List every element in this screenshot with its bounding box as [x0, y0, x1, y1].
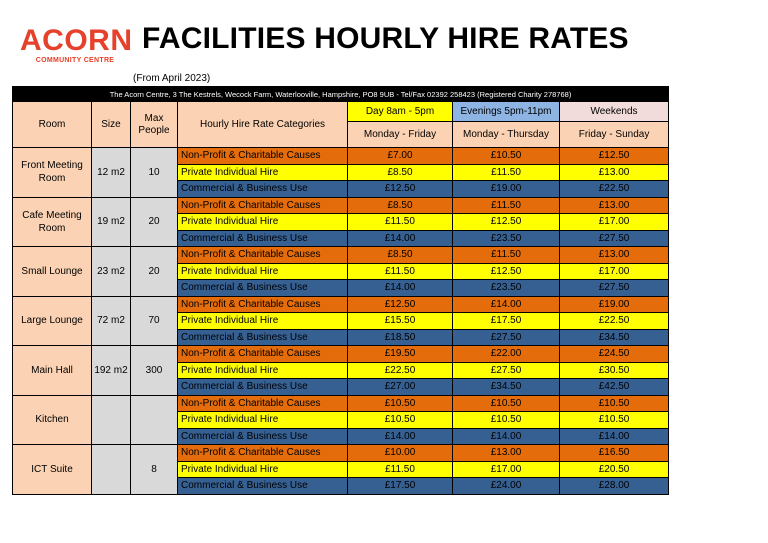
- room-name: Large Lounge: [13, 296, 92, 346]
- rate-category: Non-Profit & Charitable Causes: [178, 247, 348, 264]
- header-max-people: Max People: [131, 102, 178, 148]
- rate-weekends: £10.50: [560, 412, 669, 429]
- header-categories: Hourly Hire Rate Categories: [178, 102, 348, 148]
- hire-rates-table: [12, 86, 669, 495]
- rate-evenings: £14.00: [453, 428, 560, 445]
- room-max-people: [131, 395, 178, 445]
- rate-category: Commercial & Business Use: [178, 329, 348, 346]
- rate-evenings: £12.50: [453, 263, 560, 280]
- room-size: 19 m2: [92, 197, 131, 247]
- rate-day: £12.50: [348, 181, 453, 198]
- rate-weekends: £13.00: [560, 197, 669, 214]
- rate-category: Commercial & Business Use: [178, 428, 348, 445]
- rate-weekends: £17.00: [560, 263, 669, 280]
- rate-day: £11.50: [348, 461, 453, 478]
- rate-category: Private Individual Hire: [178, 313, 348, 330]
- rate-evenings: £22.00: [453, 346, 560, 363]
- room-size: [92, 445, 131, 495]
- rate-weekends: £22.50: [560, 313, 669, 330]
- rate-weekends: £34.50: [560, 329, 669, 346]
- header-evenings-sub: Monday - Thursday: [453, 122, 560, 148]
- header-day: Day 8am - 5pm: [348, 102, 453, 122]
- header-weekends: Weekends: [560, 102, 669, 122]
- rate-weekends: £28.00: [560, 478, 669, 495]
- header-day-sub: Monday - Friday: [348, 122, 453, 148]
- room-name: Cafe Meeting Room: [13, 197, 92, 247]
- rate-evenings: £34.50: [453, 379, 560, 396]
- rate-evenings: £11.50: [453, 197, 560, 214]
- rate-weekends: £27.50: [560, 230, 669, 247]
- room-name: Main Hall: [13, 346, 92, 396]
- rate-evenings: £10.50: [453, 148, 560, 165]
- acorn-logo: [20, 24, 133, 64]
- rate-day: £11.50: [348, 263, 453, 280]
- rate-evenings: £11.50: [453, 164, 560, 181]
- room-size: 12 m2: [92, 148, 131, 198]
- table-row: [13, 395, 669, 412]
- table-row: [13, 197, 669, 214]
- rate-evenings: £23.50: [453, 280, 560, 297]
- rate-evenings: £19.00: [453, 181, 560, 198]
- effective-date-note: (From April 2023): [133, 73, 211, 84]
- rate-day: £10.50: [348, 412, 453, 429]
- header-size: Size: [92, 102, 131, 148]
- room-size: 192 m2: [92, 346, 131, 396]
- rate-category: Private Individual Hire: [178, 214, 348, 231]
- page-title: FACILITIES HOURLY HIRE RATES: [142, 22, 629, 55]
- rate-day: £14.00: [348, 230, 453, 247]
- room-size: [92, 395, 131, 445]
- rate-day: £14.00: [348, 280, 453, 297]
- rate-category: Commercial & Business Use: [178, 280, 348, 297]
- rate-weekends: £24.50: [560, 346, 669, 363]
- rate-weekends: £30.50: [560, 362, 669, 379]
- rate-category: Non-Profit & Charitable Causes: [178, 445, 348, 462]
- rate-weekends: £14.00: [560, 428, 669, 445]
- rate-category: Commercial & Business Use: [178, 478, 348, 495]
- rate-evenings: £10.50: [453, 395, 560, 412]
- rate-weekends: £42.50: [560, 379, 669, 396]
- rate-day: £14.00: [348, 428, 453, 445]
- rate-weekends: £20.50: [560, 461, 669, 478]
- rate-day: £12.50: [348, 296, 453, 313]
- rate-evenings: £10.50: [453, 412, 560, 429]
- rate-weekends: £10.50: [560, 395, 669, 412]
- room-max-people: 300: [131, 346, 178, 396]
- rate-category: Private Individual Hire: [178, 461, 348, 478]
- rate-day: £10.50: [348, 395, 453, 412]
- rate-category: Non-Profit & Charitable Causes: [178, 296, 348, 313]
- room-max-people: 8: [131, 445, 178, 495]
- header-weekends-sub: Friday - Sunday: [560, 122, 669, 148]
- rate-day: £8.50: [348, 247, 453, 264]
- rate-day: £10.00: [348, 445, 453, 462]
- header-evenings: Evenings 5pm-11pm: [453, 102, 560, 122]
- rate-category: Commercial & Business Use: [178, 181, 348, 198]
- room-name: Kitchen: [13, 395, 92, 445]
- table-row: [13, 346, 669, 363]
- rate-weekends: £19.00: [560, 296, 669, 313]
- room-max-people: 70: [131, 296, 178, 346]
- rate-evenings: £14.00: [453, 296, 560, 313]
- table-row: [13, 247, 669, 264]
- rate-day: £19.50: [348, 346, 453, 363]
- rate-day: £7.00: [348, 148, 453, 165]
- rate-category: Private Individual Hire: [178, 263, 348, 280]
- rate-category: Non-Profit & Charitable Causes: [178, 346, 348, 363]
- rate-category: Private Individual Hire: [178, 164, 348, 181]
- rate-evenings: £11.50: [453, 247, 560, 264]
- logo-subtitle: COMMUNITY CENTRE: [35, 57, 115, 64]
- rate-weekends: £16.50: [560, 445, 669, 462]
- room-name: Front Meeting Room: [13, 148, 92, 198]
- room-name: Small Lounge: [13, 247, 92, 297]
- rate-evenings: £12.50: [453, 214, 560, 231]
- room-max-people: 10: [131, 148, 178, 198]
- rate-category: Non-Profit & Charitable Causes: [178, 395, 348, 412]
- rate-day: £22.50: [348, 362, 453, 379]
- rate-day: £27.00: [348, 379, 453, 396]
- rate-evenings: £13.00: [453, 445, 560, 462]
- rate-category: Non-Profit & Charitable Causes: [178, 148, 348, 165]
- rate-weekends: £12.50: [560, 148, 669, 165]
- rate-weekends: £27.50: [560, 280, 669, 297]
- rate-weekends: £13.00: [560, 164, 669, 181]
- table-row: [13, 296, 669, 313]
- rate-category: Commercial & Business Use: [178, 379, 348, 396]
- rate-category: Commercial & Business Use: [178, 230, 348, 247]
- table-row: [13, 148, 669, 165]
- rate-day: £15.50: [348, 313, 453, 330]
- rate-evenings: £17.00: [453, 461, 560, 478]
- rate-day: £11.50: [348, 214, 453, 231]
- rate-weekends: £22.50: [560, 181, 669, 198]
- address-bar: The Acorn Centre, 3 The Kestrels, Wecock Farm, Waterlooville, Hampshire, PO8 9UB - Tel/Fax 02392 258423 (Registered Charity 278768): [13, 87, 669, 102]
- rate-category: Private Individual Hire: [178, 362, 348, 379]
- logo-wordmark: ACORN: [20, 24, 133, 57]
- room-max-people: 20: [131, 197, 178, 247]
- rate-weekends: £17.00: [560, 214, 669, 231]
- header-room: Room: [13, 102, 92, 148]
- rate-day: £17.50: [348, 478, 453, 495]
- rate-evenings: £17.50: [453, 313, 560, 330]
- rate-day: £8.50: [348, 164, 453, 181]
- rate-evenings: £23.50: [453, 230, 560, 247]
- room-max-people: 20: [131, 247, 178, 297]
- room-size: 23 m2: [92, 247, 131, 297]
- rate-day: £8.50: [348, 197, 453, 214]
- table-row: [13, 445, 669, 462]
- rate-evenings: £27.50: [453, 329, 560, 346]
- rate-category: Private Individual Hire: [178, 412, 348, 429]
- rate-evenings: £27.50: [453, 362, 560, 379]
- room-size: 72 m2: [92, 296, 131, 346]
- rate-evenings: £24.00: [453, 478, 560, 495]
- rate-weekends: £13.00: [560, 247, 669, 264]
- rate-category: Non-Profit & Charitable Causes: [178, 197, 348, 214]
- rate-day: £18.50: [348, 329, 453, 346]
- room-name: ICT Suite: [13, 445, 92, 495]
